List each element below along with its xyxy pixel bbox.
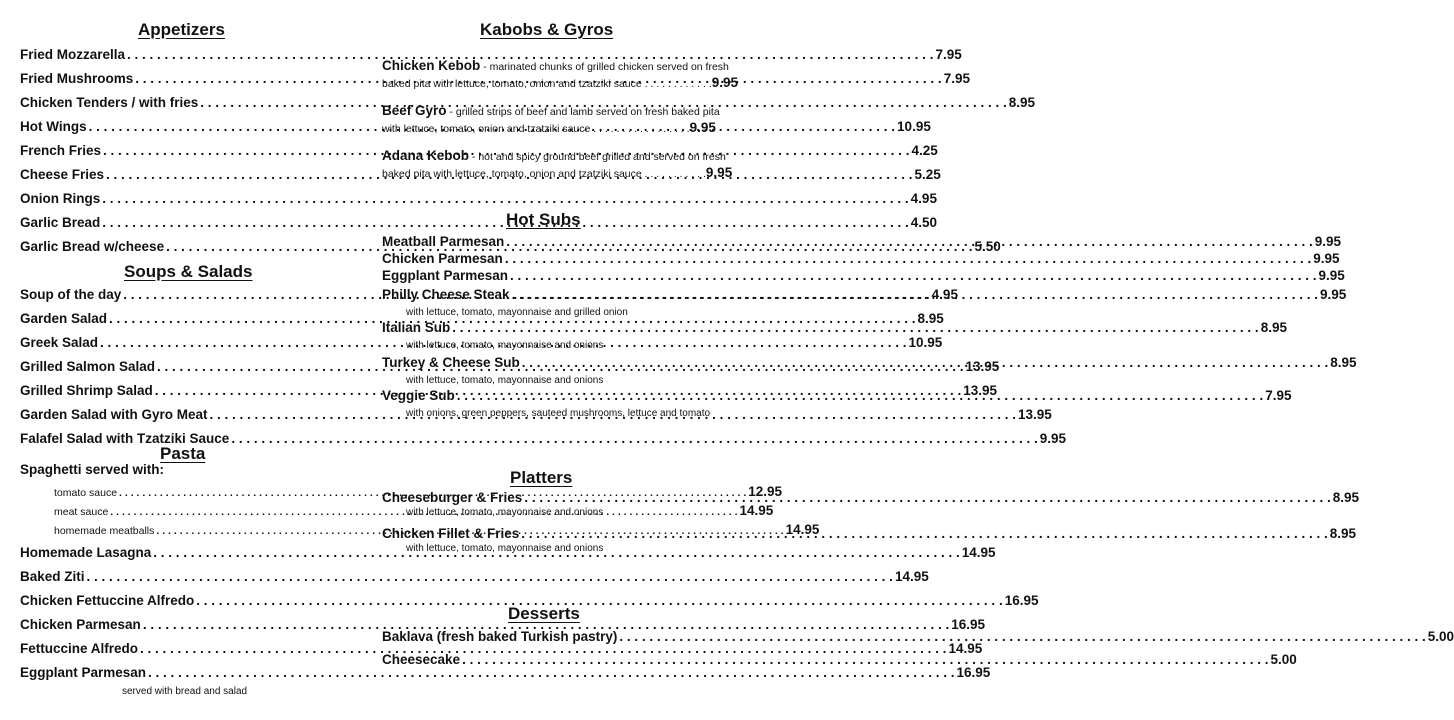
kabob-item-line2 xyxy=(382,75,739,92)
item-note: with onions, green peppers, sauteed mushrooms, lettuce and tomato xyxy=(406,408,711,419)
item-price: 14.95 xyxy=(739,503,774,518)
item-price: 12.95 xyxy=(748,484,783,499)
dot-leader xyxy=(102,191,908,206)
hotsubs-heading: Hot Subs xyxy=(506,210,581,229)
item-name: meat sauce xyxy=(54,506,109,518)
item-note: with lettuce, tomato, mayonnaise and grilled onion xyxy=(406,307,628,318)
dot-leader xyxy=(87,569,893,584)
kabob-item xyxy=(382,103,720,120)
dot-leader xyxy=(457,388,1263,403)
item-name: Philly Cheese Steak xyxy=(382,287,510,302)
item-name: Cheeseburger & Fries xyxy=(382,490,523,505)
item-note: with lettuce, tomato, mayonnaise and onions xyxy=(406,340,604,351)
dot-leader xyxy=(506,234,1312,249)
pasta-heading: Pasta xyxy=(160,444,206,463)
item-name: Chicken Parmesan xyxy=(382,251,503,266)
menu-item xyxy=(20,95,1035,110)
item-name: Falafel Salad with Tzatziki Sauce xyxy=(20,431,230,446)
menu-item xyxy=(20,641,983,656)
item-name: Garlic Bread xyxy=(20,215,101,230)
item-name: Eggplant Parmesan xyxy=(20,665,147,680)
dot-leader xyxy=(522,355,1328,370)
item-price: 9.95 xyxy=(689,120,716,135)
item-price: 13.95 xyxy=(1017,407,1052,422)
desserts-heading: Desserts xyxy=(508,604,580,623)
item-name: Chicken Parmesan xyxy=(20,617,141,632)
item-price: 9.95 xyxy=(705,165,733,180)
item-name: Fried Mozzarella xyxy=(20,47,126,62)
item-price: 7.95 xyxy=(943,71,970,86)
item-name: Garden Salad xyxy=(20,311,108,326)
item-price: 13.95 xyxy=(963,383,998,398)
spaghetti-label: Spaghetti served with: xyxy=(20,462,165,477)
item-price: 5.25 xyxy=(914,167,941,182)
dot-leader xyxy=(196,593,1002,608)
kabob-item xyxy=(382,58,729,75)
item-name: Hot Wings xyxy=(20,119,87,134)
item-price: 5.00 xyxy=(1427,629,1454,644)
menu-item xyxy=(20,569,929,584)
item-name: Beef Gyro xyxy=(382,103,447,118)
dot-leader xyxy=(462,652,1268,667)
item-price: 14.95 xyxy=(961,545,996,560)
item-name: tomato sauce xyxy=(54,487,118,499)
dot-leader xyxy=(505,251,1311,266)
platters-heading: Platters xyxy=(510,468,573,487)
item-price: 8.95 xyxy=(1330,355,1357,370)
item-price: 10.95 xyxy=(897,119,931,134)
item-note: with lettuce, tomato, mayonnaise and onions xyxy=(406,375,604,386)
item-name: Baklava (fresh baked Turkish pastry) xyxy=(382,629,618,644)
item-price: 8.95 xyxy=(1329,526,1356,541)
item-name: Cheese Fries xyxy=(20,167,105,182)
item-name: Soup of the day xyxy=(20,287,122,302)
dot-leader xyxy=(521,526,1327,541)
item-price: 10.95 xyxy=(908,335,943,350)
kabob-item-line2 xyxy=(382,165,733,182)
item-price: 14.95 xyxy=(894,569,929,584)
item-name: Chicken Fettuccine Alfredo xyxy=(20,593,195,608)
menu-item xyxy=(382,251,1340,266)
item-price: 5.00 xyxy=(1270,652,1297,667)
item-name: Turkey & Cheese Sub xyxy=(382,355,520,370)
item-price: 9.95 xyxy=(1318,268,1345,283)
soups-heading: Soups & Salads xyxy=(124,262,253,281)
menu-item xyxy=(20,593,1039,608)
dot-leader xyxy=(524,490,1330,505)
item-name: French Fries xyxy=(20,143,102,158)
menu-item xyxy=(382,320,1287,335)
item-price: 8.95 xyxy=(1008,95,1035,110)
item-price: 8.95 xyxy=(917,311,944,326)
item-description: - marinated chunks of grilled chicken served on fresh xyxy=(480,61,729,73)
item-price: 14.95 xyxy=(785,522,820,537)
item-name: Cheesecake xyxy=(382,652,461,667)
item-price: 4.25 xyxy=(911,143,938,158)
item-name: Italian Sub xyxy=(382,320,451,335)
item-price: 7.95 xyxy=(935,47,962,62)
item-price: 16.95 xyxy=(1004,593,1039,608)
item-name: Garlic Bread w/cheese xyxy=(20,239,165,254)
item-price: 4.95 xyxy=(910,191,937,206)
item-price: 5.50 xyxy=(974,239,1001,254)
item-name: homemade meatballs xyxy=(54,525,155,537)
kabob-item-line2 xyxy=(382,120,716,137)
item-name: Fettuccine Alfredo xyxy=(20,641,139,656)
item-price: 16.95 xyxy=(951,617,986,632)
item-description: baked pita with lettuce, tomato, onion and tzatziki sauce . . . . . . . . . . . . xyxy=(382,78,712,90)
dot-leader xyxy=(510,268,1316,283)
item-name: Chicken Fillet & Fries xyxy=(382,526,520,541)
item-price: 4.50 xyxy=(910,215,937,230)
item-name: Chicken Tenders / with fries xyxy=(20,95,199,110)
dot-leader xyxy=(619,629,1425,644)
appetizers-heading: Appetizers xyxy=(138,20,225,39)
dot-leader xyxy=(512,287,1318,302)
item-name: Fried Mushrooms xyxy=(20,71,134,86)
dot-leader xyxy=(452,320,1258,335)
item-name: Grilled Salmon Salad xyxy=(20,359,156,374)
item-price: 14.95 xyxy=(948,641,983,656)
item-description: with lettuce, tomato, onion and tzatziki sauce . . . . . . . . . . . . . . . . . xyxy=(382,123,690,135)
dot-leader xyxy=(231,431,1037,446)
menu-item xyxy=(382,268,1345,283)
item-price: 9.95 xyxy=(1320,287,1347,302)
item-price: 9.95 xyxy=(1039,431,1067,446)
item-price: 8.95 xyxy=(1260,320,1287,335)
kabobs-heading: Kabobs & Gyros xyxy=(480,20,614,39)
item-name: Eggplant Parmesan xyxy=(382,268,509,283)
item-price: 16.95 xyxy=(956,665,991,680)
item-price: 7.95 xyxy=(1265,388,1292,403)
item-price: 13.95 xyxy=(965,359,1000,374)
item-name: Homemade Lasagna xyxy=(20,545,152,560)
item-price: 9.95 xyxy=(711,75,739,90)
menu-item xyxy=(382,652,1297,667)
item-name: Baked Ziti xyxy=(20,569,85,584)
item-name: Greek Salad xyxy=(20,335,99,350)
menu-item xyxy=(20,665,991,680)
item-description: - grilled strips of beef and lamb served on fresh baked pita xyxy=(446,106,720,118)
item-name: Garden Salad with Gyro Meat xyxy=(20,407,208,422)
item-name: Chicken Kebob xyxy=(382,58,481,73)
item-description: baked pita with lettuce, tomato, onion and tzatziki sauce . . . . . . . . . . . xyxy=(382,168,706,180)
item-price: 8.95 xyxy=(1332,490,1360,505)
item-name: Onion Rings xyxy=(20,191,101,206)
item-price: 9.95 xyxy=(1314,234,1342,249)
item-name: Veggie Sub xyxy=(382,388,455,403)
kabob-item xyxy=(382,148,726,165)
menu-item xyxy=(382,629,1454,644)
item-name: Adana Kebob xyxy=(382,148,470,163)
item-description: - hot and spicy ground beef grilled and served on fresh xyxy=(469,151,726,163)
item-note: with lettuce, tomato, mayonnaise and onions xyxy=(406,507,604,518)
menu-item xyxy=(20,191,937,206)
menu-item xyxy=(20,617,986,632)
item-price: 4.95 xyxy=(931,287,958,302)
dot-leader xyxy=(148,665,954,680)
item-name: Meatball Parmesan xyxy=(382,234,505,249)
item-price: 9.95 xyxy=(1313,251,1340,266)
menu-item xyxy=(20,47,962,62)
item-name: Grilled Shrimp Salad xyxy=(20,383,153,398)
pasta-footnote: served with bread and salad xyxy=(122,686,248,697)
item-note: with lettuce, tomato, mayonnaise and onions xyxy=(406,543,604,554)
